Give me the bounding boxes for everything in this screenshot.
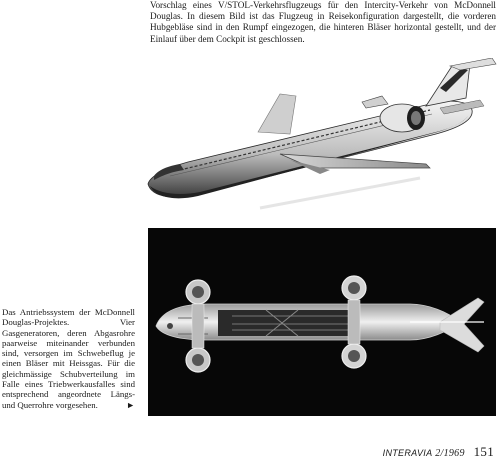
page-number: 151: [473, 444, 494, 459]
page-footer: [383, 446, 494, 460]
caption-left-text: Das Antriebssystem der McDonnell Douglas-Projektes. Vier Gasgeneratoren, deren Abgasrohre paarweise miteinander verbunden sind, versorgen im Schwebeflug je einen Bläser mit Heissgas. Für die gleichmässige Schubverteilung im Falle eines Triebwerkausfalles sind entsprechend angeordnete Längs- und Querrohre vorgesehen.: [2, 307, 135, 410]
caption-left: [2, 307, 135, 410]
propulsion-system-photo: [148, 228, 496, 416]
caption-top-text: Vorschlag eines V/STOL-Verkehrsflugzeugs für den Intercity-Verkehr von McDonnell Douglas. In diesem Bild ist das Flugzeug in Reisekonfiguration dargestellt, die vorderen Hubgebläse sind in den Rumpf eingezogen, die hinteren Bläser horizontal gestellt, und der Einlauf über dem Cockpit ist geschlossen.: [150, 0, 496, 44]
magazine-name: INTERAVIA: [382, 448, 433, 458]
caption-top: [150, 0, 496, 45]
continue-arrow-icon: ►: [126, 399, 135, 410]
aircraft-photo-cruise: [140, 58, 500, 220]
issue-number: 2/1969: [435, 448, 465, 459]
